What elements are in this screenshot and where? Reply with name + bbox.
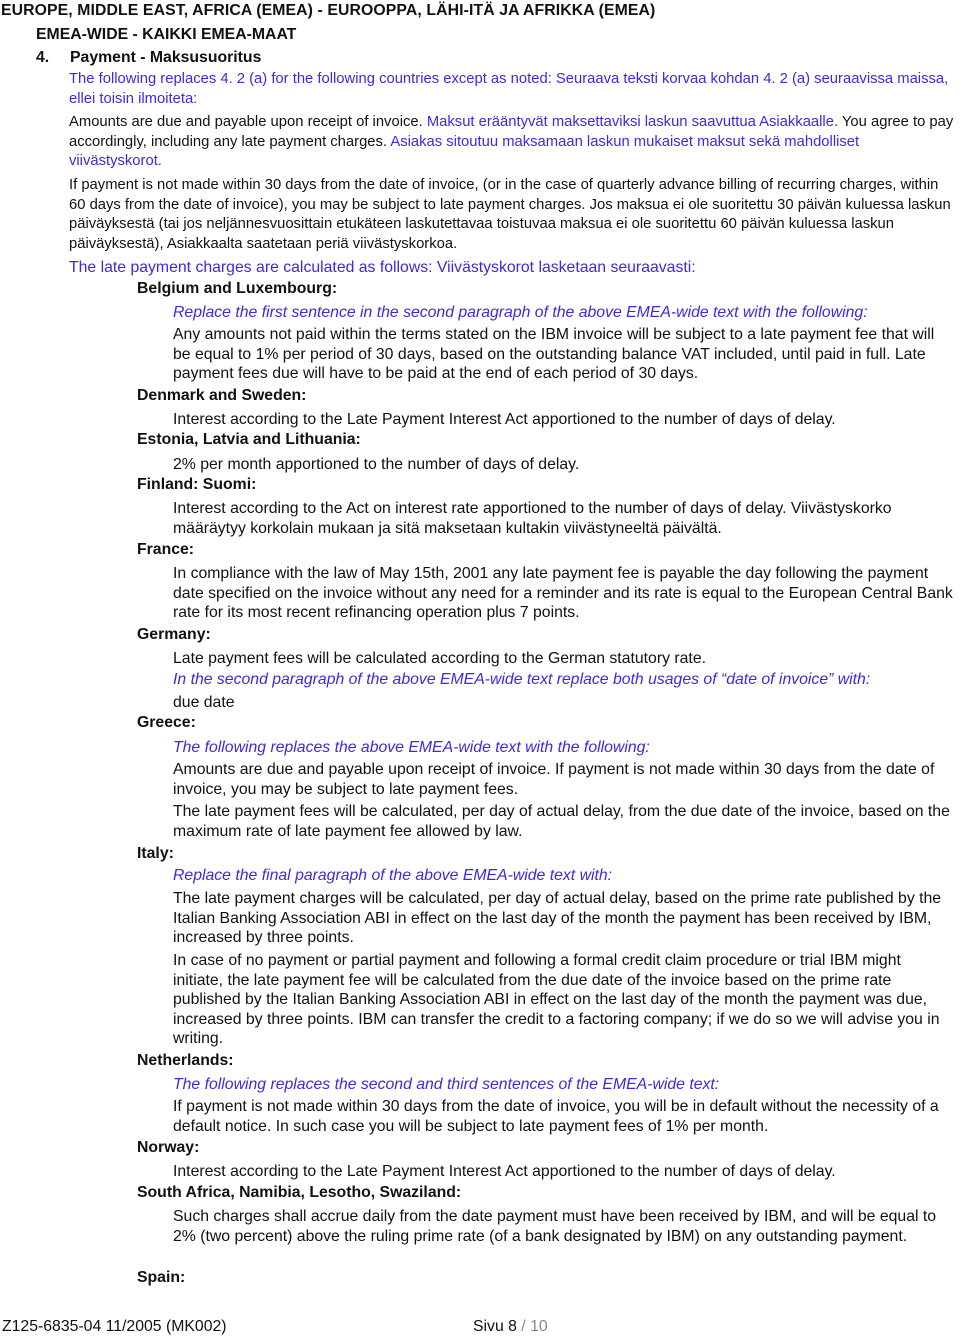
- country-heading-south-africa: South Africa, Namibia, Lesotho, Swaziland:: [137, 1184, 462, 1201]
- country-heading-finland: Finland: Suomi:: [137, 476, 257, 493]
- section-heading: [36, 49, 261, 67]
- greece-text-1: Amounts are due and payable upon receipt of invoice. If payment is not made within 30 days from the date of invoice, you may be subject to late payment fees.: [173, 761, 935, 798]
- belgium-note: Replace the first sentence in the second paragraph of the above EMEA-wide text with the following:: [173, 304, 868, 321]
- germany-due-date: due date: [173, 694, 235, 711]
- agree-en: You agree to pay accordingly, including any late payment charges.: [69, 114, 954, 150]
- france-text: In compliance with the law of May 15th, 2001 any late payment fee is payable the day following the payment date specified on the invoice without any need for a reminder and its rate is equal to the European Central Bank rate for its most recent refinancing operation plus 7 points.: [173, 565, 953, 622]
- denmark-text: Interest according to the Late Payment Interest Act apportioned to the number of days of delay.: [173, 411, 836, 428]
- footer-document-id: Z125-6835-04 11/2005 (MK002): [2, 1318, 227, 1335]
- amounts-paragraph: [69, 113, 954, 172]
- footer-page-number: [473, 1318, 548, 1336]
- late-calc-notice: The late payment charges are calculated as follows: Viivästyskorot lasketaan seuraavasti:: [69, 259, 696, 276]
- page-total: 10: [530, 1318, 548, 1335]
- scope-heading: EMEA-WIDE - KAIKKI EMEA-MAAT: [36, 26, 297, 43]
- italy-text-2: In case of no payment or partial payment and following a formal credit claim procedure or trial IBM might initiate, the late payment fee will be calculated from the due date of the invoice based on the prime rate published by the Italian Banking Association ABI in effect on the last day of the month the payment was due, increased by three points. IBM can transfer the credit to a factoring company; if we do so we will advise you in writing.: [173, 952, 940, 1048]
- country-heading-germany: Germany:: [137, 626, 211, 643]
- section-title: Payment - Maksusuoritus: [70, 49, 262, 66]
- late-payment-paragraph: If payment is not made within 30 days from the date of invoice, (or in the case of quarterly advance billing of recurring charges, within 60 days from the date of invoice), you may be subject to late payment charges. Jos maksua ei ole suoritettu 30 päivän kuluessa laskun päiväyksestä (tai jos neljännesvuosittain etukäteen laskutettavaa toistuvaa maksua ei ole suoritettu 60 päivän kuluessa laskun päiväyksestä), Asiakkaalta saatetaan periä viivästyskorkoa.: [69, 177, 951, 252]
- section-number: 4.: [36, 49, 50, 66]
- country-heading-france: France:: [137, 541, 195, 558]
- country-heading-italy: Italy:: [137, 845, 174, 862]
- country-heading-spain: Spain:: [137, 1269, 186, 1286]
- region-heading: EUROPE, MIDDLE EAST, AFRICA (EMEA) - EUROOPPA, LÄHI-ITÄ JA AFRIKKA (EMEA): [1, 2, 656, 19]
- country-heading-greece: Greece:: [137, 714, 196, 731]
- country-heading-belgium: Belgium and Luxembourg:: [137, 280, 338, 297]
- page-label: Sivu 8: [473, 1318, 517, 1335]
- replacement-notice: The following replaces 4. 2 (a) for the following countries except as noted: Seuraava teksti korvaa kohdan 4. 2 (a) seuraavissa maissa, ellei toisin ilmoiteta:: [69, 71, 949, 107]
- page-separator: /: [516, 1318, 531, 1335]
- finland-text: Interest according to the Act on interest rate apportioned to the number of days of delay. Viivästyskorko määräytyy korkolain mukaan ja sitä maksetaan kultakin viivästyneeltä päivältä.: [173, 500, 892, 537]
- italy-text-1: The late payment charges will be calculated, per day of actual delay, based on the prime rate published by the Italian Banking Association ABI in effect on the last day of the month the payment has been received by IBM, increased by three points.: [173, 890, 942, 947]
- netherlands-text: If payment is not made within 30 days from the date of invoice, you will be in default without the necessity of a default notice. In such case you will be subject to late payment fees of 1% per month.: [173, 1098, 939, 1135]
- country-heading-estonia: Estonia, Latvia and Lithuania:: [137, 431, 361, 448]
- italy-note: Replace the final paragraph of the above EMEA-wide text with:: [173, 867, 613, 884]
- norway-text: Interest according to the Late Payment Interest Act apportioned to the number of days of delay.: [173, 1163, 836, 1180]
- germany-note: In the second paragraph of the above EMEA-wide text replace both usages of “date of invoice” with:: [173, 671, 871, 688]
- greece-text-2: The late payment fees will be calculated, per day of actual delay, from the due date of the invoice, based on the maximum rate of late payment fee allowed by law.: [173, 803, 950, 840]
- country-heading-netherlands: Netherlands:: [137, 1052, 234, 1069]
- netherlands-note: The following replaces the second and third sentences of the EMEA-wide text:: [173, 1076, 720, 1093]
- south-africa-text: Such charges shall accrue daily from the date payment must have been received by IBM, and will be equal to 2% (two percent) above the ruling prime rate (of a bank designated by IBM) on any outstanding payment.: [173, 1208, 937, 1245]
- greece-note: The following replaces the above EMEA-wide text with the following:: [173, 739, 650, 756]
- country-heading-denmark: Denmark and Sweden:: [137, 387, 307, 404]
- agree-fi: Asiakas sitoutuu maksamaan laskun mukaiset maksut sekä mahdolliset viivästyskorot.: [69, 133, 860, 170]
- amounts-en: Amounts are due and payable upon receipt of invoice.: [69, 114, 423, 130]
- amounts-fi: Maksut erääntyvät maksettaviksi laskun saavuttua Asiakkaalle.: [426, 114, 839, 130]
- country-heading-norway: Norway:: [137, 1139, 200, 1156]
- estonia-text: 2% per month apportioned to the number of days of delay.: [173, 456, 580, 473]
- germany-text: Late payment fees will be calculated according to the German statutory rate.: [173, 650, 706, 667]
- belgium-text: Any amounts not paid within the terms stated on the IBM invoice will be subject to a late payment fee that will be equal to 1% per period of 30 days, based on the outstanding balance VAT included, until paid in full. Late payment fees due will have to be paid at the end of each period of 30 days.: [173, 326, 935, 383]
